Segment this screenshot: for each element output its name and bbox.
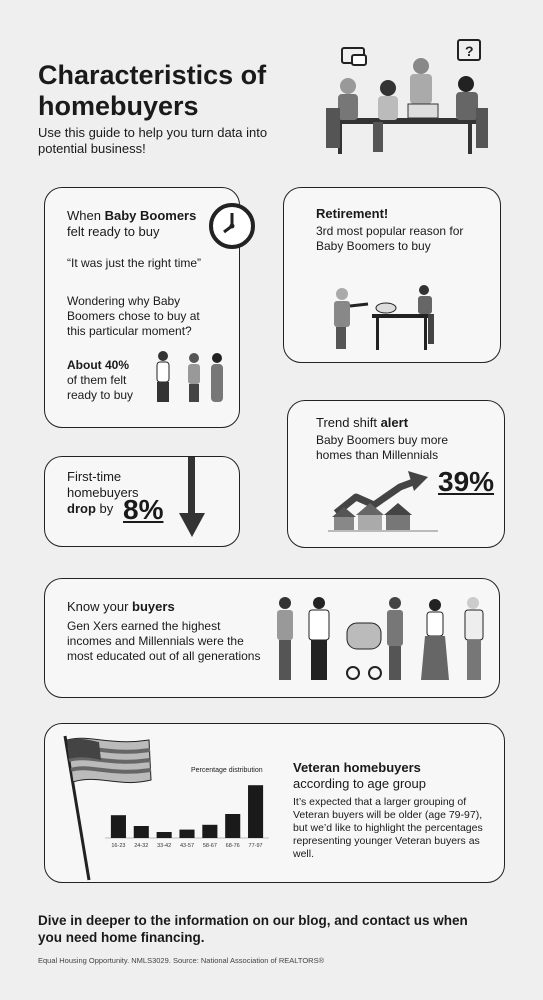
- person-5: [465, 597, 483, 680]
- clock-icon: [207, 201, 257, 251]
- cooking-family-illustration: [324, 284, 454, 352]
- footer-cta: Dive in deeper to the information on our blog, and contact us when you need home financing.: [38, 913, 468, 945]
- x-tick-label: 58-67: [202, 843, 217, 849]
- bar-33-42: [157, 832, 172, 838]
- retirement-heading: Retirement!: [316, 206, 389, 221]
- veteran-heading-bold: Veteran homebuyers: [293, 760, 421, 775]
- boomers-question: Wondering why Baby Boomers chose to buy at this particular moment?: [67, 294, 200, 338]
- first-time-line1: First-time: [67, 469, 122, 484]
- boomers-stat: [67, 358, 147, 403]
- baby-boomers-card: [44, 187, 240, 428]
- chart-title: Percentage distribution: [191, 767, 263, 774]
- stroller: [347, 623, 381, 679]
- first-time-by: by: [99, 501, 114, 516]
- bar-43-57: [179, 830, 194, 838]
- person-4: [421, 599, 449, 680]
- boomers-heading-bold: Baby Boomers: [104, 208, 197, 223]
- page-title: [38, 60, 298, 122]
- buyers-heading-prefix: Know your: [67, 599, 129, 614]
- x-tick-label: 43-57: [179, 843, 195, 849]
- person-3: [387, 597, 403, 680]
- boomers-heading-prefix: When: [67, 208, 101, 223]
- veteran-age-bar-chart: [101, 764, 273, 856]
- svg-text:?: ?: [465, 43, 474, 59]
- veteran-heading: [293, 760, 493, 792]
- buyers-body: Gen Xers earned the highest incomes and Millennials were the most educated out of all generations: [67, 619, 261, 663]
- bar-24-32: [134, 826, 149, 838]
- trend-heading-bold: alert: [380, 415, 409, 430]
- boomers-stat-bold: About 40%: [67, 358, 130, 372]
- buyers-heading-bold: buyers: [132, 599, 175, 614]
- trend-shift-card: [287, 400, 505, 548]
- bar-58-67: [202, 825, 217, 838]
- veteran-heading-rest: according to age group: [293, 776, 426, 791]
- trend-heading-prefix: Trend shift: [316, 415, 377, 430]
- x-tick-label: 68-76: [225, 843, 240, 849]
- veteran-card: [44, 723, 505, 883]
- boomers-heading-line2: felt ready to buy: [67, 224, 160, 239]
- x-tick-label: 77-97: [248, 843, 263, 849]
- trend-percent: 39%: [438, 466, 495, 497]
- veteran-body: It’s expected that a larger grouping of Veteran buyers will be older (age 79-97), but we’d like to highlight the percentages representing younger Veteran buyers as well.: [293, 796, 483, 860]
- title-line2: homebuyers: [38, 91, 199, 121]
- person-1: [277, 597, 293, 680]
- page-subtitle: Use this guide to help you turn data into potential business!: [38, 125, 268, 156]
- down-arrow-icon: [177, 457, 207, 539]
- first-time-line2: homebuyers: [67, 485, 139, 500]
- bar-77-97: [248, 785, 263, 838]
- first-time-percent: 8%: [123, 494, 164, 525]
- x-tick-label: 24-32: [134, 843, 149, 849]
- first-time-buyers-card: [44, 456, 240, 547]
- boomers-stat-rest: of them felt ready to buy: [67, 373, 134, 402]
- retirement-card: [283, 187, 501, 363]
- person-2: [309, 597, 329, 680]
- buyers-heading: [67, 599, 175, 615]
- team-meeting-illustration: [318, 38, 508, 158]
- first-time-drop: drop: [67, 501, 96, 516]
- x-tick-label: 33-42: [157, 843, 172, 849]
- boomers-quote: “It was just the right time”: [67, 256, 202, 270]
- people-handshake-illustration: [149, 348, 235, 406]
- trend-body: Baby Boomers buy more homes than Millennials: [316, 433, 449, 462]
- rising-houses-illustration: [328, 471, 438, 533]
- title-line1: Characteristics of: [38, 60, 267, 90]
- generations-people-illustration: [267, 593, 493, 685]
- know-your-buyers-card: [44, 578, 500, 698]
- x-tick-label: 16-23: [111, 843, 126, 849]
- bar-16-23: [111, 815, 126, 838]
- trend-heading: [316, 415, 408, 431]
- footer-legal: Equal Housing Opportunity. NMLS3029. Source: National Association of REALTORS®: [38, 956, 325, 965]
- bar-68-76: [225, 814, 240, 838]
- retirement-body: 3rd most popular reason for Baby Boomers to buy: [316, 224, 464, 253]
